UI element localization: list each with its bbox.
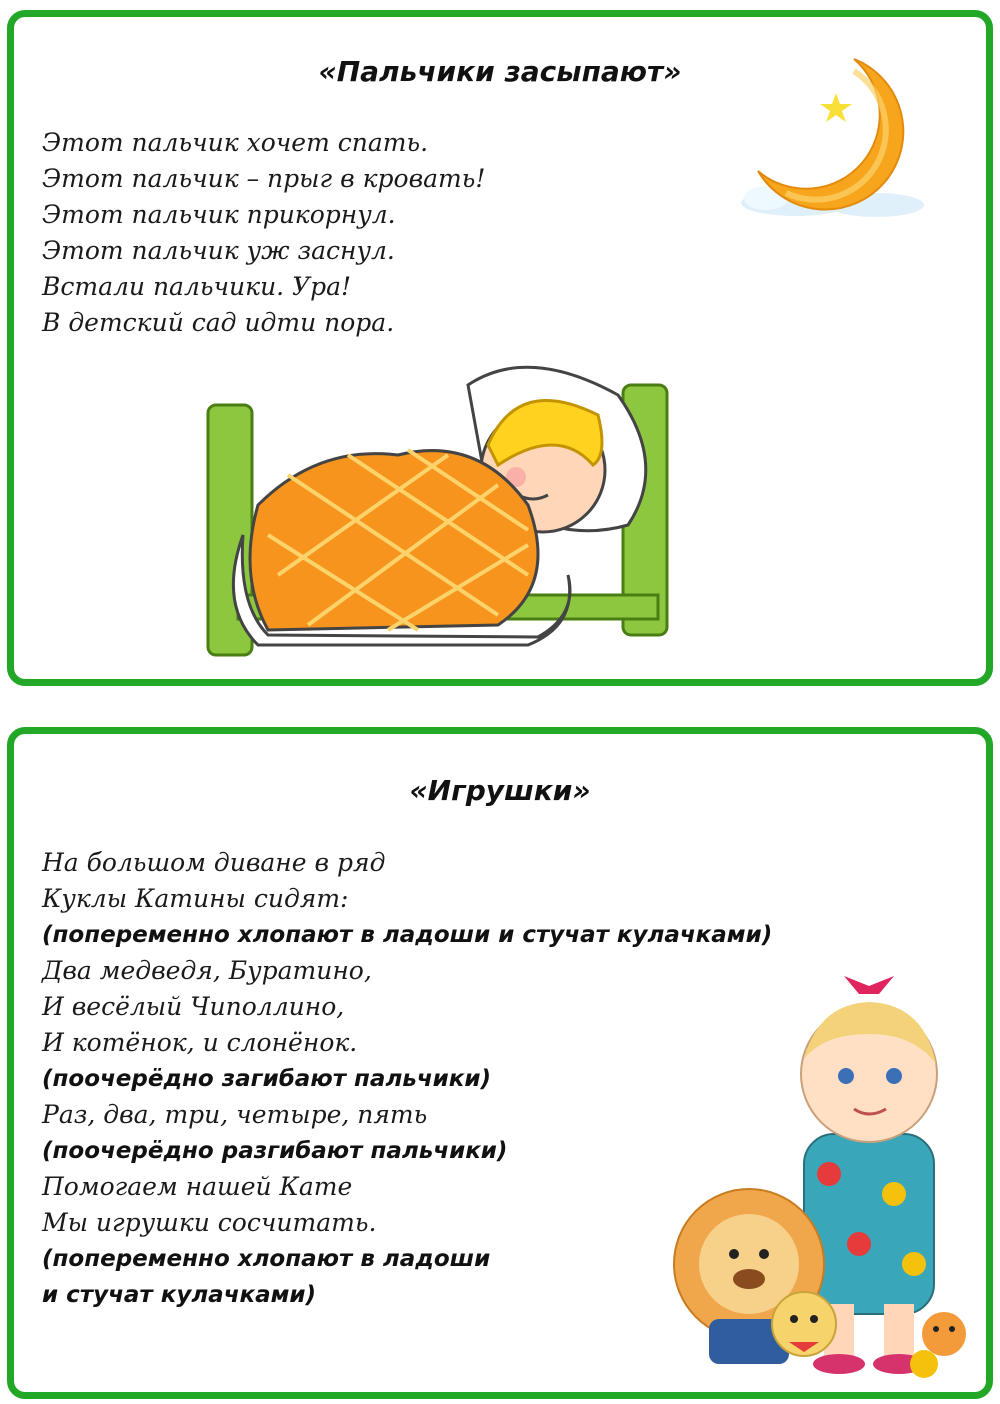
poem-line: На большом диване в ряд: [42, 848, 386, 877]
poem-line: И весёлый Чиполлино,: [42, 992, 345, 1021]
rhyme-card-toys: [7, 727, 993, 1399]
card-title: «Пальчики засыпают»: [318, 55, 682, 88]
action-instruction: и стучат кулачками): [42, 1282, 317, 1308]
sleeping-child-illustration: [198, 345, 698, 665]
action-instruction: (попеременно хлопают в ладоши: [42, 1246, 491, 1272]
poem-line: Этот пальчик уж заснул.: [42, 236, 395, 265]
crescent-moon-illustration: [726, 53, 926, 223]
rhyme-card-fingers-fall-asleep: [7, 10, 993, 686]
poem-line: Встали пальчики. Ура!: [42, 272, 352, 301]
poem-line: И котёнок, и слонёнок.: [42, 1028, 358, 1057]
poem-line: Мы игрушки сосчитать.: [42, 1208, 377, 1237]
poem-line: Раз, два, три, четыре, пять: [42, 1100, 428, 1129]
action-instruction: (поочерёдно разгибают пальчики): [42, 1138, 508, 1164]
poem-line: Два медведя, Буратино,: [42, 956, 372, 985]
poem-line: В детский сад идти пора.: [42, 308, 395, 337]
card-title: «Игрушки»: [409, 774, 591, 807]
poem-line: Этот пальчик хочет спать.: [42, 128, 429, 157]
poem-line: Этот пальчик прикорнул.: [42, 200, 396, 229]
girl-with-toys-illustration: [654, 964, 984, 1384]
poem-text: [42, 125, 485, 341]
action-instruction: (поочерёдно загибают пальчики): [42, 1066, 491, 1092]
poem-line: Куклы Катины сидят:: [42, 884, 349, 913]
poem-line: Этот пальчик – прыг в кровать!: [42, 164, 486, 193]
action-instruction: (попеременно хлопают в ладоши и стучат кулачками): [42, 922, 773, 948]
poem-line: Помогаем нашей Кате: [42, 1172, 353, 1201]
